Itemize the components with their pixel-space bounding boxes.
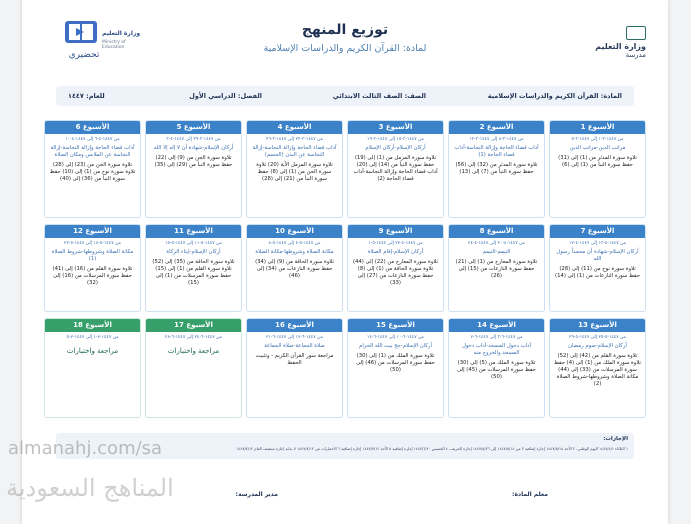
week-card xyxy=(44,224,141,312)
ministry-school: مدرسة xyxy=(625,51,646,59)
principal-signature: مدير المدرسة: xyxy=(235,491,278,498)
watermark-site: almanahj.com/sa xyxy=(8,438,163,459)
logo-ministry-en: Ministry of Education xyxy=(102,40,126,50)
week-title: الأسبوع 15 xyxy=(348,319,443,332)
week-recitation: تلاوة سورة نوح من (11) إلى (28) حفظ سورة النازعات من (1) إلى (14) xyxy=(555,266,640,279)
week-card xyxy=(246,318,343,418)
week-topic: آداب قضاء الحاجة وإزالة النجاسة-آداب قضاء الحاجة (1) xyxy=(454,145,539,158)
week-topic: آداب قضاء الحاجة وإزالة النجاسة-إزالة النجاسة عن البدن (الجسم) xyxy=(252,145,337,158)
week-title: الأسبوع 11 xyxy=(146,225,241,238)
week-topic: مراجعة واختبارات xyxy=(167,347,220,355)
week-dates: من ١٤٤٧-٧-١ إلى ١٤٤٧-٧-٥ xyxy=(66,335,119,340)
week-topic: أركان الإسلام-إقام الصلاة xyxy=(367,249,424,255)
ministry-block xyxy=(586,26,646,60)
week-title: الأسبوع 6 xyxy=(45,121,140,134)
notes-title: الإجازات: xyxy=(603,436,628,442)
week-title: الأسبوع 18 xyxy=(45,319,140,332)
week-dates: من ١٤٤٧-٥-١١ إلى ١٤٤٧-٥-١٥ xyxy=(165,241,222,246)
week-title: الأسبوع 5 xyxy=(146,121,241,134)
info-grade: الصف: الصف الثالث الابتدائي xyxy=(332,92,426,100)
week-card xyxy=(549,318,646,418)
title-block xyxy=(172,22,518,54)
week-title: الأسبوع 4 xyxy=(247,121,342,134)
week-card xyxy=(549,120,646,218)
week-title: الأسبوع 16 xyxy=(247,319,342,332)
week-title: الأسبوع 8 xyxy=(449,225,544,238)
logo-ministry-ar: وزارة التعليم xyxy=(102,30,141,37)
week-title: الأسبوع 2 xyxy=(449,121,544,134)
week-recitation: تلاوة سورة المزمل الآية (20) تلاوة سورة الجن من (1) إلى (8) حفظ سورة النبأ من (21) إلى (28) xyxy=(256,162,333,182)
week-title: الأسبوع 7 xyxy=(550,225,645,238)
week-title: الأسبوع 9 xyxy=(348,225,443,238)
week-card xyxy=(549,224,646,312)
week-recitation: تلاوة سورة المدثر من (1) إلى (31) حفظ سورة النبأ من (1) إلى (6) xyxy=(558,155,637,168)
week-card xyxy=(246,224,343,312)
week-title: الأسبوع 17 xyxy=(146,319,241,332)
week-card xyxy=(145,224,242,312)
week-dates: من ١٤٤٧-٣-٢٩ إلى ١٤٤٧-٤-٣ xyxy=(166,137,221,142)
week-recitation: تلاوة سورة الملك من (1) إلى (30) حفظ سورة المرسلات من (46) إلى (50) xyxy=(356,353,435,373)
week-title: الأسبوع 12 xyxy=(45,225,140,238)
week-recitation: تلاوة سورة الحاقة من (35) إلى (52) تلاوة سورة القلم من (1) إلى (15) حفظ سورة المرسلات من (1) إلى (15) xyxy=(152,259,235,286)
week-topic: آداب دخول المسجد-آداب دخول المسجد والخروج منه xyxy=(461,343,532,356)
week-topic: صلاة الجماعة-صلاة الجماعة xyxy=(264,343,325,349)
week-dates: من ١٤٤٧-٣-٨ إلى ١٤٤٧-٣-١٢ xyxy=(469,137,524,142)
week-dates: من ١٤٤٧-٥-١٨ إلى ١٤٤٧-٥-٢٢ xyxy=(64,241,121,246)
week-card xyxy=(347,318,444,418)
week-recitation: تلاوة سورة القلم من (16) إلى (41) حفظ سورة المرسلات من (16) إلى (32) xyxy=(52,266,133,286)
info-subject: المادة: القرآن الكريم والدراسات الإسلامية xyxy=(487,92,622,100)
week-recitation: تلاوة سورة الحاقة من (9) إلى (34) حفظ سورة النازعات من (34) إلى (46) xyxy=(255,259,334,279)
page-subtitle: لمادة: القرآن الكريم والدراسات الإسلامية xyxy=(263,43,427,54)
week-card xyxy=(448,318,545,418)
week-card xyxy=(347,224,444,312)
week-dates: من ١٤٤٧-٤-٢٧ إلى ١٤٤٧-٥-١ xyxy=(368,241,423,246)
week-card xyxy=(145,120,242,218)
info-bar xyxy=(56,86,634,106)
week-topic: مكانة الصلاة وشروطها-شروط الصلاة (1) xyxy=(51,249,134,262)
week-topic: أركان الإسلام-صوم رمضان xyxy=(568,343,627,349)
book-logo-icon xyxy=(64,18,98,46)
week-recitation: تلاوة سورة الجن من (23) إلى (28) تلاوة سورة نوح من (1) إلى (10) حفظ سورة النبأ من (36) إلى (40) xyxy=(49,162,136,182)
ministry-emblem-icon xyxy=(626,26,646,40)
week-card xyxy=(44,120,141,218)
week-title: الأسبوع 10 xyxy=(247,225,342,238)
week-dates: من ١٤٤٧-٤-٦ إلى ١٤٤٧-٤-١٠ xyxy=(65,137,120,142)
week-topic: أركان الإسلام-أركان الإسلام xyxy=(365,145,426,151)
week-title: الأسبوع 3 xyxy=(348,121,443,134)
week-title: الأسبوع 13 xyxy=(550,319,645,332)
week-dates: من ١٤٤٧-٣-٢٢ إلى ١٤٤٧-٣-٢٦ xyxy=(266,137,323,142)
notes-body: ١ الثلاثاء ١٤٤٧/٤/١ اليوم الوطني، ٢ الأحد ١٤٤٧/٥/١٨ إجازة إضافية ٣ من ١٤٤٧/٥/١٤ إلى ١٤٤٧/٥/٢٦ إجازة الخريف، ٤ الخميس ١٤٤٧/٦/٢٠ إجازة إضافية ٥ الأحد ١٤٤٧/٧/١٢ إجازة إضافية ٦ الاختبارات من ١٤٤٧/٧/١٢ ٧ بداية إجازة منتصف العام ١٤٤٧/٧/١٢ xyxy=(236,446,628,451)
week-dates: من ١٤٤٧-٦-٣ إلى ١٤٤٧-٦-٧ xyxy=(470,335,523,340)
week-topic: آداب قضاء الحاجة وإزالة النجاسة-إزالة النجاسة عن الملابس ومكان الصلاة xyxy=(50,145,135,158)
page-header xyxy=(22,18,668,68)
tahdiri-logo xyxy=(58,18,148,68)
week-topic: التيمم-التيمم xyxy=(482,249,511,255)
week-dates: من ١٤٤٧-٥-٢٥ إلى ١٤٤٧-٥-٢٩ xyxy=(569,335,626,340)
week-topic: أركان الإسلام-شهادة أن لا إله إلا الله xyxy=(153,145,234,151)
week-dates: من ١٤٤٧-٣-١ إلى ١٤٤٧-٣-٥ xyxy=(571,137,624,142)
week-card xyxy=(246,120,343,218)
week-recitation: تلاوة سورة المعارج من (1) إلى (21) حفظ سورة النازعات من (15) إلى (26) xyxy=(455,259,538,279)
week-dates: من ١٤٤٧-٦-١٧ إلى ١٤٤٧-٦-٢١ xyxy=(266,335,323,340)
week-recitation: تلاوة سورة الملك من (5) إلى (30) حفظ سورة المرسلات من (45) إلى (50) xyxy=(457,360,536,380)
week-recitation: تلاوة سورة المعارج من (22) إلى (44) تلاوة سورة الحاقة من (1) إلى (8) حفظ سورة النازعات من (27) إلى (33) xyxy=(352,259,439,286)
info-year: للعام: ١٤٤٧ xyxy=(68,92,105,100)
week-dates: من ١٤٤٧-٦-١٠ إلى ١٤٤٧-٦-١٤ xyxy=(367,335,424,340)
teacher-signature: معلم المادة: xyxy=(512,491,548,498)
week-topic: أركان الإسلام-إيتاء الزكاة xyxy=(166,249,221,255)
week-dates: من ١٤٤٧-٤-١٣ إلى ١٤٤٧-٤-١٧ xyxy=(569,241,626,246)
week-title: الأسبوع 1 xyxy=(550,121,645,134)
week-topic: مراتب الدين-مراتب الدين xyxy=(569,145,626,151)
week-title: الأسبوع 14 xyxy=(449,319,544,332)
week-topic: أركان الإسلام-حج بيت الله الحرام xyxy=(359,343,432,349)
week-card xyxy=(448,224,545,312)
logo-app-name: تحضيري xyxy=(68,50,100,60)
week-recitation: تلاوة سورة القلم من (42) إلى (52) تلاوة سورة الملك من (1) إلى (4) حفظ سورة المرسلات من (33) إلى (44) مكانة الصلاة وشروطها-شروط الصلاة (2) xyxy=(553,353,641,387)
info-term: الفصل: الدراسي الأول xyxy=(189,92,262,100)
week-dates: من ١٤٤٧-٥-٤ إلى ١٤٤٧-٥-٨ xyxy=(268,241,321,246)
week-topic: مكانة الصلاة وشروطها-مكانة الصلاة xyxy=(255,249,334,255)
week-card xyxy=(347,120,444,218)
week-card xyxy=(44,318,141,418)
week-dates: من ١٤٤٧-٣-١٥ إلى ١٤٤٧-٣-١٩ xyxy=(367,137,424,142)
week-topic: أركان الإسلام-شهادة أن محمداً رسول الله xyxy=(556,249,639,262)
week-dates: من ١٤٤٧-٦-٢٤ إلى ١٤٤٧-٦-٢٨ xyxy=(165,335,222,340)
week-recitation: تلاوة سورة المدثر من (32) إلى (56) حفظ سورة النبأ من (7) إلى (13) xyxy=(455,162,538,175)
week-card xyxy=(145,318,242,418)
week-dates: من ١٤٤٧-٤-٢٠ إلى ١٤٤٧-٤-٢٤ xyxy=(468,241,525,246)
watermark-brand: المناهج السعودية xyxy=(6,474,174,502)
week-recitation: تلاوة سورة المزمل من (1) إلى (19) حفظ سورة النبأ من (14) إلى (20) آداب قضاء الحاجة وإزالة النجاسة-آداب قضاء الحاجة (2) xyxy=(353,155,438,182)
page-title: توزيع المنهج xyxy=(301,22,389,38)
week-recitation: مراجعة سور القرآن الكريم - وتثبيت الحفظ xyxy=(255,353,334,366)
ministry-name: وزارة التعليم xyxy=(595,42,646,51)
week-recitation: تلاوة سورة الجن من (9) إلى (22) حفظ سورة النبأ من (29) إلى (35) xyxy=(154,155,233,168)
week-card xyxy=(448,120,545,218)
week-topic: مراجعة واختبارات xyxy=(66,347,119,355)
